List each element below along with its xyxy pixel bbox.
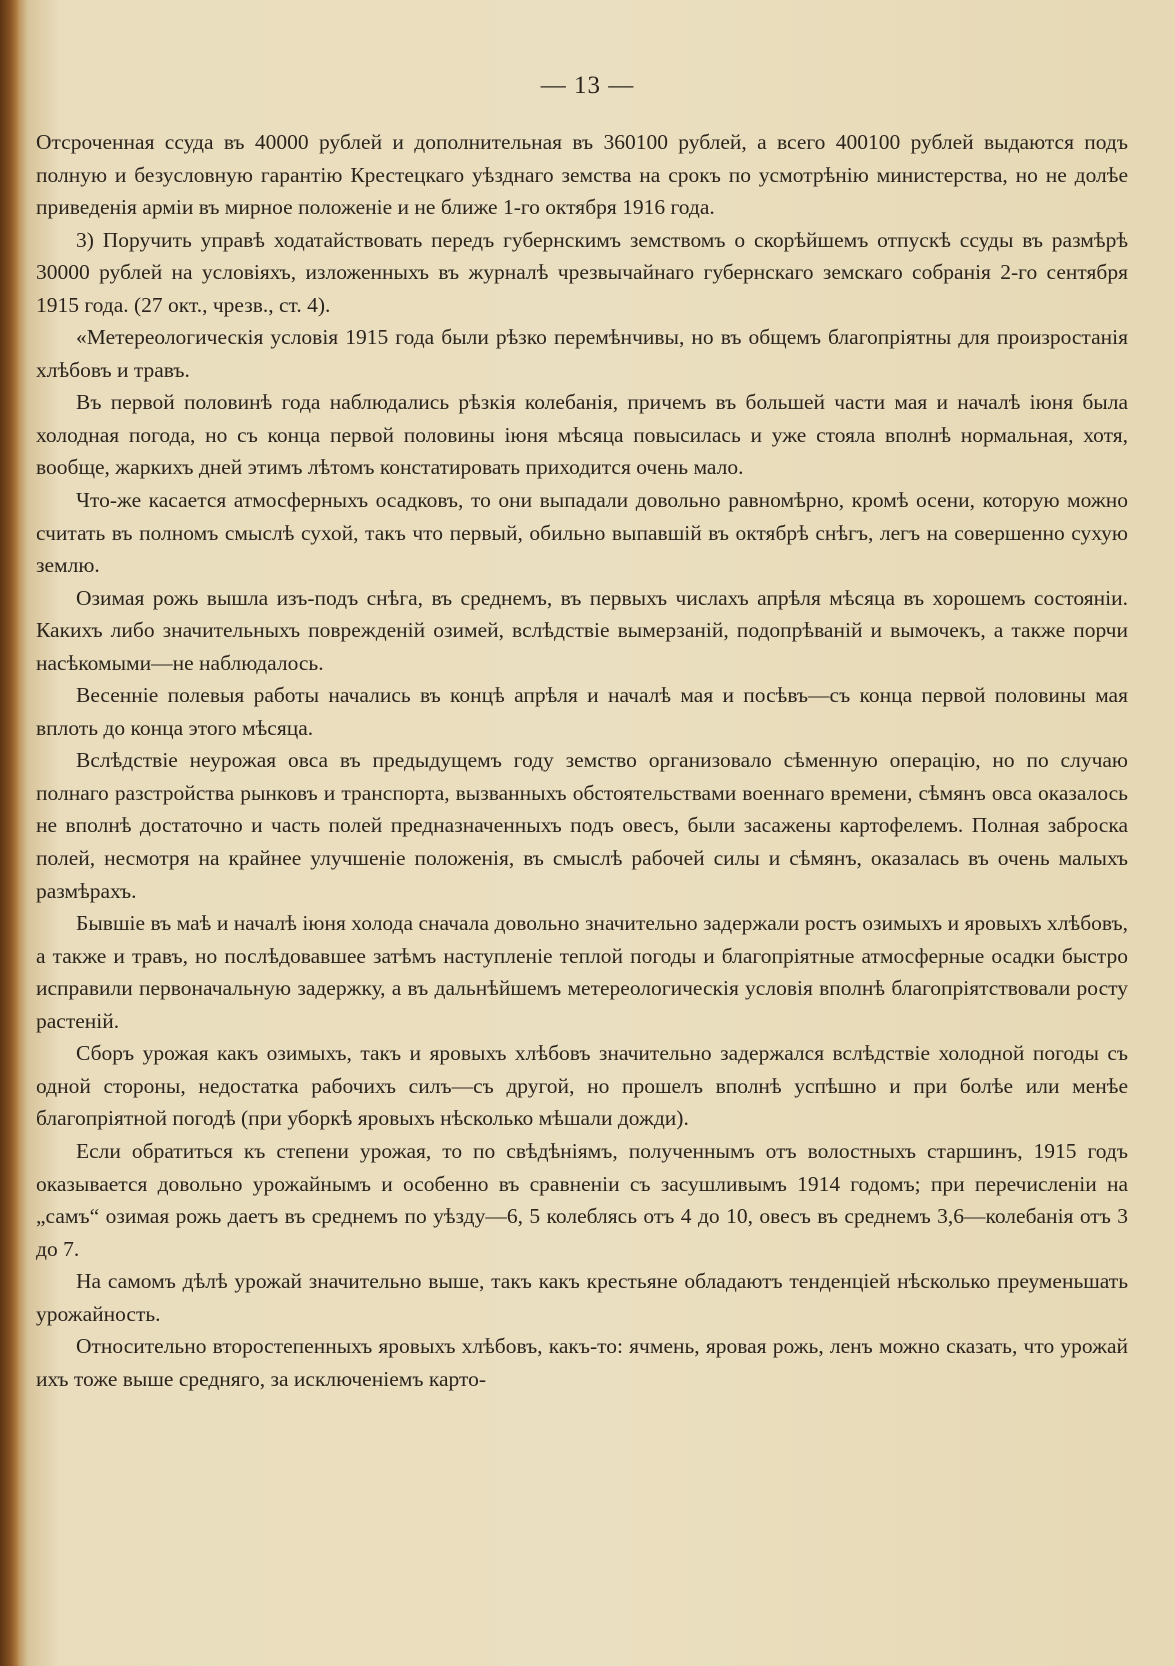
- paragraph: «Метереологическія условія 1915 года были рѣзко перемѣнчивы, но въ общемъ благопріятны для произростанія хлѣбовъ и травъ.: [36, 325, 1128, 382]
- page-number: — 13 —: [540, 72, 635, 99]
- paragraph: Относительно второстепенныхъ яровыхъ хлѣбовъ, какъ-то: ячмень, яровая рожь, ленъ можно сказать, что урожай ихъ тоже выше средняго, за исключеніемъ карто-: [36, 1334, 1128, 1391]
- book-spine-edge: [0, 0, 18, 1666]
- paragraph: Въ первой половинѣ года наблюдались рѣзкія колебанія, причемъ въ большей части мая и началѣ іюня была холодная погода, но съ конца первой половины іюня мѣсяца повысилась и уже стояла вполнѣ нормальная, хотя, вообще, жаркихъ дней этимъ лѣтомъ констатировать приходится очень мало.: [36, 390, 1128, 480]
- paragraph: Что-же касается атмосферныхъ осадковъ, то они выпадали довольно равномѣрно, кромѣ осени, которую можно считать въ полномъ смыслѣ сухой, такъ что первый, обильно выпавшій въ октябрѣ снѣгъ, легъ на совершенно сухую землю.: [36, 488, 1128, 578]
- paragraph: Бывшіе въ маѣ и началѣ іюня холода сначала довольно значительно задержали ростъ озимыхъ и яровыхъ хлѣбовъ, а также и травъ, но послѣдовавшее затѣмъ наступленіе теплой погоды и благопріятные атмосферные осадки быстро исправили первоначальную задержку, а въ дальнѣйшемъ метереологическія условія вполнѣ благопріятствовали росту растеній.: [36, 911, 1128, 1033]
- paragraph: Сборъ урожая какъ озимыхъ, такъ и яровыхъ хлѣбовъ значительно задержался вслѣдствіе холодной погоды съ одной стороны, недостатка рабочихъ силъ—съ другой, но прошелъ вполнѣ успѣшно и при болѣе или менѣе благопріятной погодѣ (при уборкѣ яровыхъ нѣсколько мѣшали дожди).: [36, 1041, 1128, 1131]
- paragraph: Отсроченная ссуда въ 40000 рублей и дополнительная въ 360100 рублей, а всего 400100 рублей выдаются подъ полную и безусловную гарантію Крестецкаго уѣзднаго земства на срокъ по усмотрѣнію министерства, но не долѣе приведенія арміи въ мирное положеніе и не ближе 1-го октября 1916 года.: [36, 130, 1128, 220]
- paragraph: На самомъ дѣлѣ урожай значительно выше, такъ какъ крестьяне обладаютъ тенденціей нѣсколько преуменьшать урожайность.: [36, 1269, 1128, 1326]
- paragraph: Озимая рожь вышла изъ-подъ снѣга, въ среднемъ, въ первыхъ числахъ апрѣля мѣсяца въ хорошемъ состояніи. Какихъ либо значительныхъ поврежденій озимей, вслѣдствіе вымерзаній, подопрѣваній и вымочекъ, а также порчи насѣкомыми—не наблюдалось.: [36, 585, 1128, 675]
- body-text: [36, 126, 1128, 1395]
- paragraph: 3) Поручить управѣ ходатайствовать передъ губернскимъ земствомъ о скорѣйшемъ отпускѣ ссуды въ размѣрѣ 30000 рублей на условіяхъ, изложенныхъ въ журналѣ чрезвычайнаго губернскаго земскаго собранія 2-го сентября 1915 года. (27 окт., чрезв., ст. 4).: [36, 227, 1128, 317]
- paragraph: Если обратиться къ степени урожая, то по свѣдѣніямъ, полученнымъ отъ волостныхъ старшинъ, 1915 годъ оказывается довольно урожайнымъ и особенно въ сравненіи съ засушливымъ 1914 годомъ; при перечисленіи на „самъ“ озимая рожь даетъ въ среднемъ по уѣзду—6, 5 колеблясь отъ 4 до 10, овесъ въ среднемъ 3,6—колебанія отъ 3 до 7.: [36, 1138, 1128, 1261]
- paragraph: Вслѣдствіе неурожая овса въ предыдущемъ году земство организовало сѣменную операцію, но по случаю полнаго разстройства рынковъ и транспорта, вызванныхъ обстоятельствами военнаго времени, сѣмянъ овса оказалось не вполнѣ достаточно и часть полей предназначенныхъ подъ овесъ, были засажены картофелемъ. Полная заброска полей, несмотря на крайнее улучшеніе положенія, въ смыслѣ рабочей силы и сѣмянъ, оказалась въ очень малыхъ размѣрахъ.: [36, 748, 1128, 903]
- paragraph: Весенніе полевыя работы начались въ концѣ апрѣля и началѣ мая и посѣвъ—съ конца первой половины мая вплоть до конца этого мѣсяца.: [36, 683, 1128, 740]
